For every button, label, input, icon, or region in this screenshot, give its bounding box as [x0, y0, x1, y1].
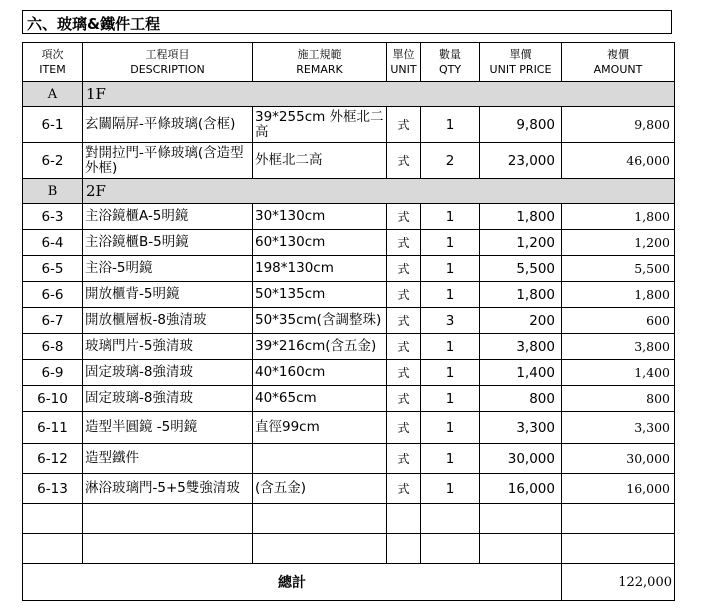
remark-cell: 39*255cm 外框北二高: [253, 107, 387, 143]
unit-price-cell: 1,800: [480, 282, 562, 308]
qty-cell: 1: [421, 334, 480, 360]
item-cell: 6-7: [23, 308, 83, 334]
remark-cell: 外框北二高: [253, 143, 387, 179]
empty-cell: [83, 504, 253, 534]
remark-cell: 30*130cm: [253, 204, 387, 230]
header-amount: 複價 AMOUNT: [562, 43, 675, 82]
qty-cell: 1: [421, 386, 480, 412]
empty-cell: [480, 534, 562, 564]
unit-price-cell: 1,400: [480, 360, 562, 386]
table-row: [23, 230, 675, 256]
unit-price-cell: 9,800: [480, 107, 562, 143]
amount-cell: 16,000: [562, 474, 675, 504]
table-row: [23, 360, 675, 386]
item-cell: 6-12: [23, 444, 83, 474]
empty-cell: [421, 504, 480, 534]
unit-cell: 式: [387, 444, 421, 474]
description-cell: 玻璃門片-5強清玻: [83, 334, 253, 360]
remark-cell: 50*135cm: [253, 282, 387, 308]
qty-cell: 1: [421, 204, 480, 230]
empty-cell: [562, 504, 675, 534]
unit-cell: 式: [387, 412, 421, 444]
table-row: [23, 143, 675, 179]
amount-cell: 3,800: [562, 334, 675, 360]
table-row: [23, 308, 675, 334]
item-cell: 6-8: [23, 334, 83, 360]
header-item: 項次 ITEM: [23, 43, 83, 82]
description-cell: 造型半圓鏡 -5明鏡: [83, 412, 253, 444]
unit-cell: 式: [387, 474, 421, 504]
unit-price-cell: 3,800: [480, 334, 562, 360]
remark-cell: 直徑99cm: [253, 412, 387, 444]
unit-price-cell: 3,300: [480, 412, 562, 444]
section-name: 2F: [83, 179, 675, 204]
section-row: [23, 82, 675, 107]
empty-cell: [23, 534, 83, 564]
amount-cell: 46,000: [562, 143, 675, 179]
section-title: 六、玻璃&鐵件工程: [27, 15, 161, 33]
table-row: [23, 334, 675, 360]
description-cell: 開放櫃背-5明鏡: [83, 282, 253, 308]
section-label: A: [23, 82, 83, 107]
total-value: 122,000: [562, 564, 675, 601]
description-cell: 開放櫃層板-8強清玻: [83, 308, 253, 334]
item-cell: 6-11: [23, 412, 83, 444]
qty-cell: 1: [421, 282, 480, 308]
unit-price-cell: 30,000: [480, 444, 562, 474]
item-cell: 6-2: [23, 143, 83, 179]
qty-cell: 1: [421, 474, 480, 504]
qty-cell: 1: [421, 444, 480, 474]
item-cell: 6-3: [23, 204, 83, 230]
unit-price-cell: 1,200: [480, 230, 562, 256]
unit-cell: 式: [387, 230, 421, 256]
table-row: [23, 282, 675, 308]
item-cell: 6-10: [23, 386, 83, 412]
unit-price-cell: 1,800: [480, 204, 562, 230]
empty-cell: [562, 534, 675, 564]
qty-cell: 1: [421, 360, 480, 386]
table-row: [23, 412, 675, 444]
header-unit-price: 單價 UNIT PRICE: [480, 43, 562, 82]
item-cell: 6-4: [23, 230, 83, 256]
amount-cell: 800: [562, 386, 675, 412]
section-label: B: [23, 179, 83, 204]
item-cell: 6-6: [23, 282, 83, 308]
unit-cell: 式: [387, 143, 421, 179]
empty-row: [23, 504, 675, 534]
item-cell: 6-5: [23, 256, 83, 282]
unit-price-cell: 23,000: [480, 143, 562, 179]
empty-cell: [387, 534, 421, 564]
header-unit: 單位 UNIT: [387, 43, 421, 82]
table-row: [23, 474, 675, 504]
quote-table: [22, 42, 675, 601]
qty-cell: 1: [421, 256, 480, 282]
description-cell: 造型鐵件: [83, 444, 253, 474]
amount-cell: 30,000: [562, 444, 675, 474]
description-cell: 對開拉門-平條玻璃(含造型外框): [83, 143, 253, 179]
amount-cell: 1,400: [562, 360, 675, 386]
empty-row: [23, 534, 675, 564]
empty-cell: [253, 534, 387, 564]
description-cell: 淋浴玻璃門-5+5雙強清玻: [83, 474, 253, 504]
total-row: [23, 564, 675, 601]
item-cell: 6-1: [23, 107, 83, 143]
empty-cell: [421, 534, 480, 564]
remark-cell: 60*130cm: [253, 230, 387, 256]
amount-cell: 1,200: [562, 230, 675, 256]
header-description: 工程項目 DESCRIPTION: [83, 43, 253, 82]
remark-cell: 50*35cm(含調整珠): [253, 308, 387, 334]
section-row: [23, 179, 675, 204]
remark-cell: 40*160cm: [253, 360, 387, 386]
unit-cell: 式: [387, 334, 421, 360]
header-remark: 施工規範 REMARK: [253, 43, 387, 82]
table-row: [23, 386, 675, 412]
unit-cell: 式: [387, 204, 421, 230]
description-cell: 主浴鏡櫃B-5明鏡: [83, 230, 253, 256]
qty-cell: 1: [421, 412, 480, 444]
qty-cell: 1: [421, 230, 480, 256]
remark-cell: [253, 444, 387, 474]
item-cell: 6-9: [23, 360, 83, 386]
unit-cell: 式: [387, 360, 421, 386]
empty-cell: [387, 504, 421, 534]
empty-cell: [83, 534, 253, 564]
header-qty: 數量 QTY: [421, 43, 480, 82]
description-cell: 主浴鏡櫃A-5明鏡: [83, 204, 253, 230]
amount-cell: 1,800: [562, 282, 675, 308]
qty-cell: 3: [421, 308, 480, 334]
empty-cell: [253, 504, 387, 534]
header-row: [23, 43, 675, 82]
amount-cell: 5,500: [562, 256, 675, 282]
item-cell: 6-13: [23, 474, 83, 504]
unit-price-cell: 16,000: [480, 474, 562, 504]
amount-cell: 600: [562, 308, 675, 334]
total-label: 總計: [23, 564, 562, 601]
amount-cell: 3,300: [562, 412, 675, 444]
unit-price-cell: 5,500: [480, 256, 562, 282]
remark-cell: 40*65cm: [253, 386, 387, 412]
description-cell: 主浴-5明鏡: [83, 256, 253, 282]
unit-cell: 式: [387, 386, 421, 412]
unit-price-cell: 800: [480, 386, 562, 412]
remark-cell: 39*216cm(含五金): [253, 334, 387, 360]
section-name: 1F: [83, 82, 675, 107]
unit-cell: 式: [387, 282, 421, 308]
unit-cell: 式: [387, 308, 421, 334]
empty-cell: [23, 504, 83, 534]
amount-cell: 9,800: [562, 107, 675, 143]
unit-cell: 式: [387, 256, 421, 282]
remark-cell: (含五金): [253, 474, 387, 504]
qty-cell: 1: [421, 107, 480, 143]
unit-cell: 式: [387, 107, 421, 143]
amount-cell: 1,800: [562, 204, 675, 230]
description-cell: 玄關隔屏-平條玻璃(含框): [83, 107, 253, 143]
qty-cell: 2: [421, 143, 480, 179]
unit-price-cell: 200: [480, 308, 562, 334]
section-title-box: [22, 10, 672, 34]
table-row: [23, 256, 675, 282]
table-row: [23, 204, 675, 230]
description-cell: 固定玻璃-8強清玻: [83, 360, 253, 386]
description-cell: 固定玻璃-8強清玻: [83, 386, 253, 412]
table-row: [23, 107, 675, 143]
empty-cell: [480, 504, 562, 534]
remark-cell: 198*130cm: [253, 256, 387, 282]
table-row: [23, 444, 675, 474]
